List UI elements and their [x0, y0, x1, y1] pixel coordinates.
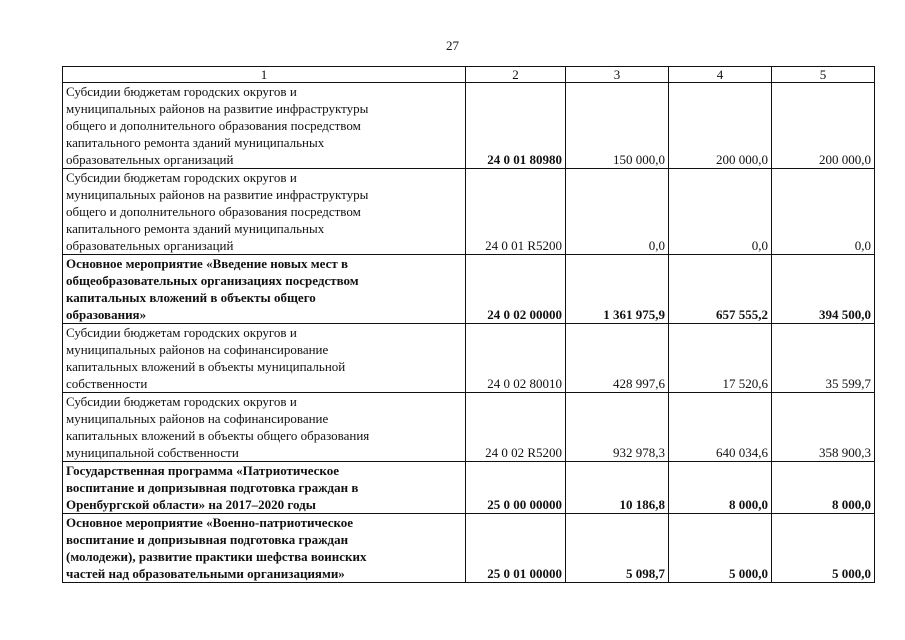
column-header-2: 2: [466, 67, 566, 83]
row-name-line: Государственная программа «Патриотическое: [66, 463, 340, 478]
row-name-line: муниципальных районов на развитие инфраструктуры: [66, 101, 369, 116]
row-value-cell-4: 5 000,0: [669, 514, 772, 583]
row-name-cell: [63, 324, 466, 393]
row-name-cell: [63, 393, 466, 462]
row-name-line: капитальных вложений в объекты общего образования: [66, 428, 370, 443]
row-name-line: капитального ремонта зданий муниципальных: [66, 135, 325, 150]
column-header-5: 5: [772, 67, 875, 83]
row-code-cell: 24 0 02 80010: [466, 324, 566, 393]
row-value-cell-4: 657 555,2: [669, 255, 772, 324]
budget-table: [62, 66, 875, 583]
row-code-cell: 24 0 02 00000: [466, 255, 566, 324]
row-name-line: Основное мероприятие «Введение новых мест в: [66, 256, 349, 271]
row-name-line: образования»: [66, 307, 147, 322]
row-name-line: Субсидии бюджетам городских округов и: [66, 84, 297, 99]
row-name-line: общеобразовательных организациях посредством: [66, 273, 359, 288]
row-name-line: муниципальных районов на софинансирование: [66, 411, 329, 426]
row-value-cell-3: 428 997,6: [566, 324, 669, 393]
row-name-line: муниципальных районов на развитие инфраструктуры: [66, 187, 369, 202]
table-row: [63, 462, 875, 514]
row-name-cell: [63, 514, 466, 583]
row-value-cell-3: 1 361 975,9: [566, 255, 669, 324]
row-value-cell-5: 0,0: [772, 169, 875, 255]
row-value-cell-4: 17 520,6: [669, 324, 772, 393]
row-name-line: Основное мероприятие «Военно-патриотическое: [66, 515, 354, 530]
row-name-line: муниципальной собственности: [66, 445, 239, 460]
row-value-cell-5: 5 000,0: [772, 514, 875, 583]
column-header-4: 4: [669, 67, 772, 83]
row-value-cell-3: 150 000,0: [566, 83, 669, 169]
row-name-cell: [63, 169, 466, 255]
row-code-cell: 24 0 02 R5200: [466, 393, 566, 462]
row-name-cell: [63, 462, 466, 514]
row-value-cell-3: 10 186,8: [566, 462, 669, 514]
table-row: [63, 393, 875, 462]
row-value-cell-5: 394 500,0: [772, 255, 875, 324]
table-row: [63, 514, 875, 583]
table-header-row: [63, 67, 875, 83]
table-row: [63, 169, 875, 255]
row-name-line: Субсидии бюджетам городских округов и: [66, 325, 297, 340]
row-name-line: частей над образовательными организациями»: [66, 566, 345, 581]
row-value-cell-4: 640 034,6: [669, 393, 772, 462]
row-code-cell: 25 0 00 00000: [466, 462, 566, 514]
row-value-cell-4: 8 000,0: [669, 462, 772, 514]
row-value-cell-4: 0,0: [669, 169, 772, 255]
table-row: [63, 83, 875, 169]
row-name-line: образовательных организаций: [66, 152, 234, 167]
row-value-cell-5: 200 000,0: [772, 83, 875, 169]
row-code-cell: 24 0 01 80980: [466, 83, 566, 169]
row-name-line: воспитание и допризывная подготовка граждан: [66, 532, 349, 547]
row-name-line: воспитание и допризывная подготовка граждан в: [66, 480, 359, 495]
row-name-cell: [63, 255, 466, 324]
column-header-3: 3: [566, 67, 669, 83]
page-number: 27: [446, 38, 459, 53]
row-name-line: (молодежи), развитие практики шефства воинских: [66, 549, 367, 564]
table-row: [63, 255, 875, 324]
row-code-cell: 24 0 01 R5200: [466, 169, 566, 255]
table-body: [63, 83, 875, 583]
table-row: [63, 324, 875, 393]
column-header-1: 1: [63, 67, 466, 83]
row-value-cell-3: 5 098,7: [566, 514, 669, 583]
row-name-line: Оренбургской области» на 2017–2020 годы: [66, 497, 316, 512]
row-value-cell-5: 358 900,3: [772, 393, 875, 462]
row-name-line: образовательных организаций: [66, 238, 234, 253]
row-name-line: капитальных вложений в объекты муниципальной: [66, 359, 346, 374]
row-name-line: капитальных вложений в объекты общего: [66, 290, 316, 305]
row-name-line: капитального ремонта зданий муниципальных: [66, 221, 325, 236]
row-value-cell-3: 932 978,3: [566, 393, 669, 462]
row-name-line: собственности: [66, 376, 148, 391]
row-code-cell: 25 0 01 00000: [466, 514, 566, 583]
row-name-cell: [63, 83, 466, 169]
row-name-line: общего и дополнительного образования посредством: [66, 118, 361, 133]
row-name-line: Субсидии бюджетам городских округов и: [66, 394, 297, 409]
row-value-cell-5: 35 599,7: [772, 324, 875, 393]
row-name-line: общего и дополнительного образования посредством: [66, 204, 361, 219]
row-value-cell-4: 200 000,0: [669, 83, 772, 169]
row-name-line: Субсидии бюджетам городских округов и: [66, 170, 297, 185]
row-value-cell-5: 8 000,0: [772, 462, 875, 514]
row-name-line: муниципальных районов на софинансирование: [66, 342, 329, 357]
row-value-cell-3: 0,0: [566, 169, 669, 255]
